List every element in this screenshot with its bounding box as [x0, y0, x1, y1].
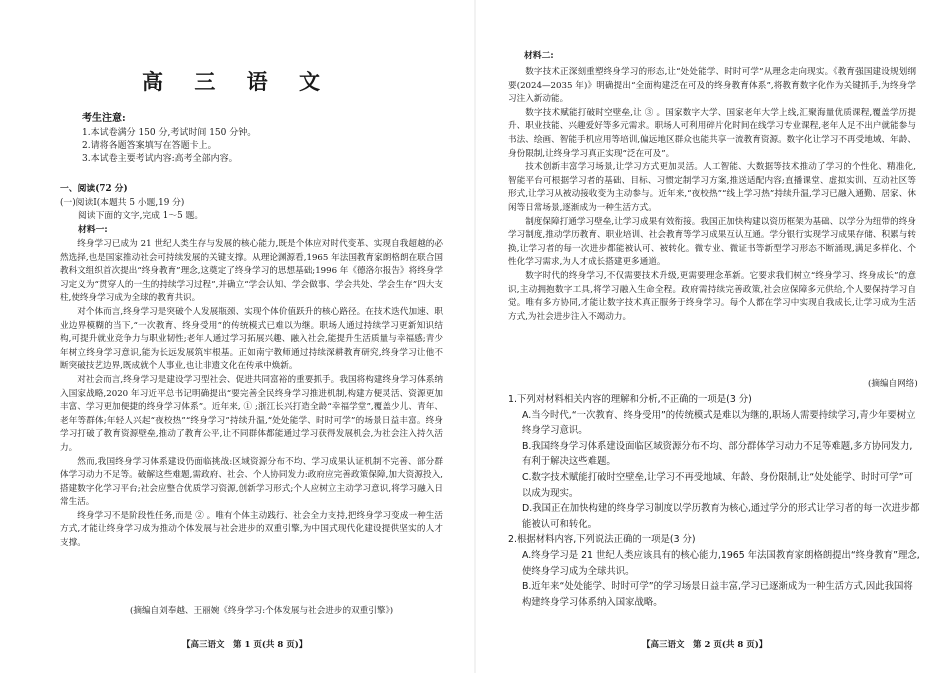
- paragraph: 对社会而言,终身学习是建设学习型社会、促进共同富裕的重要抓手。我国将构建终身学习体系纳入国家战略,2020 年习近平总书记明确提出“要完善全民终身学习推进机制,构建方便灵活、资源更加丰富、学习更加便捷的终身学习体系”。近年来, ① ;浙江长兴打造全龄“幸福学堂”,覆盖少儿、青年、老年等群体;年轻人兴起“夜校热”“终身学习”持续升温,“处处能学、时时可学”的场景日益丰富。终身学习打破了教育资源壁垒,推动了教育公平,让不同群体都能通过学习获得发展机会,为社会注入持久活力。: [60, 374, 443, 453]
- q1-option-b: B.我国终身学习体系建设面临区域资源分布不均、部分群体学习动力不足等难题,多方协同发力,有利于解决这些难题。: [522, 440, 913, 468]
- citation: (摘编自刘奉越、王丽婉《终身学习:个体发展与社会进步的双重引擎》): [130, 606, 394, 616]
- question-block: [508, 392, 920, 610]
- paragraph: 终身学习不是阶段性任务,而是 ② 。唯有个体主动践行、社会全力支持,把终身学习变成一种生活方式,才能让终身学习成为推动个体发展与社会进步的双重引擎,为中国式现代化建设提供坚实的人才支撑。: [60, 510, 443, 549]
- question-2: 2.根据材料内容,下列说法正确的一项是(3 分): [508, 534, 696, 546]
- page-2: [476, 0, 950, 673]
- q1-option-c: C.数字技术赋能打破时空壁垒,让学习不再受地域、年龄、身份限制,让“处处能学、时时可学”可以成为现实。: [522, 471, 913, 499]
- page-1: [0, 0, 474, 673]
- q1-option-d: D.我国正在加快构建的终身学习制度以学历教育为核心,通过学分的形式让学习者的每一次进步都能被认可和转化。: [522, 503, 920, 530]
- citation: (摘编自网络): [868, 379, 918, 389]
- page-footer: 【高三语文 第 1 页(共 8 页)】: [182, 640, 308, 650]
- paragraph: 终身学习已成为 21 世纪人类生存与发展的核心能力,既是个体应对时代变革、实现自我超越的必然选择,也是国家推动社会可持续发展的关键支撑。从理论渊源看,1965 年法国教育家朗格朗在联合国教科文组织首次提出“终身教育”理念,这奠定了终身学习的思想基础;1996 年《德洛尔报告》将终身学习定义为“贯穿人的一生的持续学习过程”,并确立“学会认知、学会做事、学会共处、学会生存”四大支柱,使终身学习成为全球的教育共识。: [60, 239, 443, 304]
- notice-item: 1.本试卷满分 150 分,考试时间 150 分钟。: [82, 128, 257, 138]
- notice-item: 2.请将各题答案填写在答题卡上。: [82, 141, 217, 151]
- page-footer: 【高三语文 第 2 页(共 8 页)】: [642, 640, 768, 650]
- question-1: 1.下列对材料相关内容的理解和分析,不正确的一项是(3 分): [508, 394, 752, 405]
- q2-option-b: B.近年来“处处能学、时时可学”的学习场景日益丰富,学习已逐渐成为一种生活方式,因此我国将构建终身学习体系纳入国家战略。: [522, 581, 913, 608]
- paragraph: 对个体而言,终身学习是突破个人发展瓶颈、实现个体价值跃升的核心路径。在技术迭代加速、职业边界模糊的当下,“一次教育、终身受用”的传统模式已难以为继。职场人通过持续学习更新知识结构,可提升就业竞争力与职业韧性;老年人通过学习拓展兴趣、融入社会,能提升生活质量与幸福感;青少年树立终身学习意识,能为长远发展筑牢根基。正如南宁教师通过持续深耕教育研究,终身学习让他不断突破技艺边界,既成就个人事业,也让非遗文化在传承中焕新。: [60, 306, 443, 372]
- material-one-text: [60, 238, 443, 551]
- page-title: 高 三 语 文: [142, 69, 332, 94]
- paragraph: 技术创新丰富学习场景,让学习方式更加灵活。人工智能、大数据等技术推动了学习的个性化、精准化,智能平台可根据学习者的基础、目标、习惯定制学习方案,推送适配内容;直播课堂、虚拟实训、互动社区等形式,让学习从被动接收变为主动参与。近年来,“夜校热”“线上学习热”持续升温,学习已融入通勤、居家、休闲等日常场景,逐渐成为一种生活方式。: [508, 162, 916, 213]
- paragraph: 数字技术赋能打破时空壁垒,让 ③ 。国家数字大学、国家老年大学上线,汇聚海量优质课程,覆盖学历提升、职业技能、兴趣爱好等多元需求。职场人可利用碎片化时间在线学习专业课程,老年人足不出户就能参与书法、绘画、智能手机应用等培训,偏远地区群众也能共享一流教育资源。数字化让学习不再受地域、年龄、身份限制,让终身学习真正实现“泛在可及”。: [508, 107, 916, 159]
- paragraph: 数字技术正深刻重塑终身学习的形态,让“处处能学、时时可学”从理念走向现实。《教育强国建设规划纲要(2024—2035 年)》明确提出“全面构建泛在可及的终身教育体系”,将教育数字化作为关键抓手,为终身学习注入新动能。: [508, 67, 916, 105]
- material-two-text: [508, 66, 916, 324]
- material-label: 材料一:: [78, 224, 108, 235]
- section-heading: [60, 183, 203, 237]
- q1-option-a: A.当今时代,“一次教育、终身受用”的传统模式是难以为继的,职场人需要持续学习,青少年要树立终身学习意识。: [522, 409, 916, 437]
- paragraph: 制度保障打通学习壁垒,让学习成果有效衔接。我国正加快构建以资历框架为基础、以学分为纽带的终身学习制度,推动学历教育、职业培训、社会教育等学习成果互认互通。学分银行实现学习成果存储、积累与转换,让学习者的每一次进步都能被认可、被转化。微专业、微证书等新型学习形态不断涌现,满足多样化、个性化学习需求,为人才成长搭建更多通道。: [508, 216, 916, 268]
- paragraph: 数字时代的终身学习,不仅需要技术升级,更需要理念革新。它要求我们树立“终身学习、终身成长”的意识,主动拥抱数字工具,将学习融入生命全程。政府需持续完善政策,社会应保障多元供给,个人要保持学习自觉。唯有多方协同,才能让数字技术真正服务于终身学习。每个人都在学习中实现自我成长,让学习成为生活方式,为社会进步注入不竭动力。: [508, 270, 916, 322]
- notice-heading: 考生注意:: [82, 113, 126, 124]
- instruction-text: 阅读下面的文字,完成 1～5 题。: [78, 211, 204, 221]
- section-label: 一、阅读(72 分): [60, 184, 128, 194]
- material-label: 材料二:: [524, 51, 554, 61]
- paragraph: 然而,我国终身学习体系建设仍面临挑战:区域资源分布不均、学习成果认证机制不完善、部分群体学习动力不足等。破解这些难题,需政府、社会、个人协同发力:政府应完善政策保障,加大资源投入,搭建数字化学习平台;社会应整合优质学习资源,创新学习形式;个人应树立主动学习意识,将学习融入日常生活。: [60, 456, 443, 508]
- subsection-label: (一)阅读Ⅰ(本题共 5 小题,19 分): [60, 197, 185, 208]
- exam-notice: [82, 112, 256, 166]
- q2-option-a: A.终身学习是 21 世纪人类应该具有的核心能力,1965 年法国教育家朗格朗提出“终身教育”理念,使终身学习成为全球共识。: [522, 549, 920, 577]
- notice-item: 3.本试卷主要考试内容:高考全部内容。: [82, 154, 238, 164]
